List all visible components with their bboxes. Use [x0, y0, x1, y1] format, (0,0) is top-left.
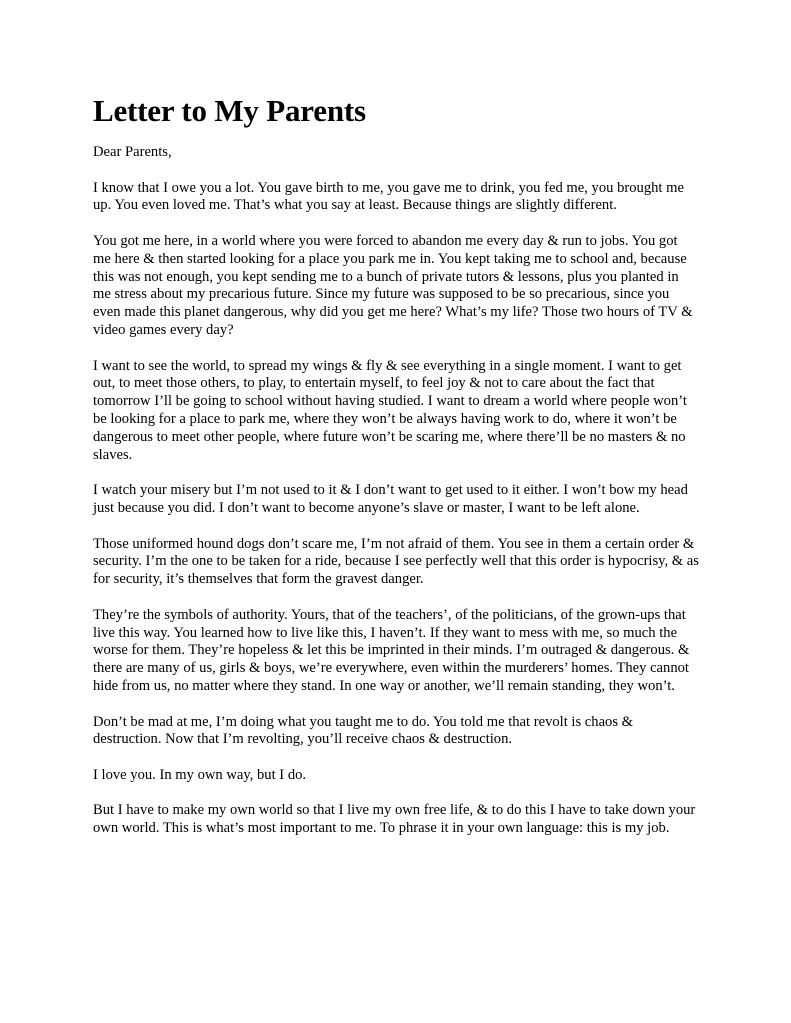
page-title: Letter to My Parents — [93, 93, 366, 128]
paragraph-7: Don’t be mad at me, I’m doing what you taught me to do. You told me that revolt is chaos & destruction. Now that I’m revolting, you’ll receive chaos & destruction. — [93, 713, 634, 748]
paragraph-1: I know that I owe you a lot. You gave birth to me, you gave me to drink, you fed me, you brought me up. You even loved me. That’s what you say at least. Because things are slightly different. — [93, 179, 684, 214]
paragraph-6: They’re the symbols of authority. Yours, that of the teachers’, of the politicians, of the grown-ups that live this way. You learned how to live like this, I haven’t. If they want to mess with me, so much the worse for them. They’re hopeless & let this be imprinted in their minds. I’m outraged & dangerous. & there are many of us, girls & boys, we’re everywhere, even within the murderers’ homes. They cannot hide from us, no matter where they stand. In one way or another, we’ll remain standing, they won’t. — [93, 606, 690, 694]
paragraph-8: I love you. In my own way, but I do. — [93, 766, 307, 783]
paragraph-9: But I have to make my own world so that I live my own free life, & to do this I have to take down your own world. This is what’s most important to me. To phrase it in your own language: this is my job. — [93, 802, 696, 837]
paragraph-3: I want to see the world, to spread my wings & fly & see everything in a single moment. I want to get out, to meet those others, to play, to entertain myself, to feel joy & not to care about the fact that tomorrow I’ll be going to school without having studied. I want to dream a world where people won’t be looking for a place to park me, where they won’t be always having work to do, where it won’t be dangerous to meet other people, where future won’t be scaring me, where there’ll be no masters & no slaves. — [93, 357, 687, 463]
paragraph-5: Those uniformed hound dogs don’t scare me, I’m not afraid of them. You see in them a certain order & security. I’m the one to be taken for a ride, because I see perfectly well that this order is hypocrisy, & as for security, it’s themselves that form the gravest danger. — [93, 535, 699, 588]
paragraph-2: You got me here, in a world where you were forced to abandon me every day & run to jobs. You got me here & then started looking for a place you park me in. You kept taking me to school and, because this was not enough, you kept sending me to a bunch of private tutors & lessons, plus you planted in me stress about my precarious future. Since my future was supposed to be so precarious, since you even made this planet dangerous, why did you get me here? What’s my life? Those two hours of TV & video games every day? — [93, 232, 693, 338]
salutation: Dear Parents, — [93, 144, 172, 160]
letter-page — [93, 88, 699, 838]
paragraph-4: I watch your misery but I’m not used to it & I don’t want to get used to it either. I won’t bow my head just because you did. I don’t want to become anyone’s slave or master, I want to be left alone. — [93, 482, 688, 516]
